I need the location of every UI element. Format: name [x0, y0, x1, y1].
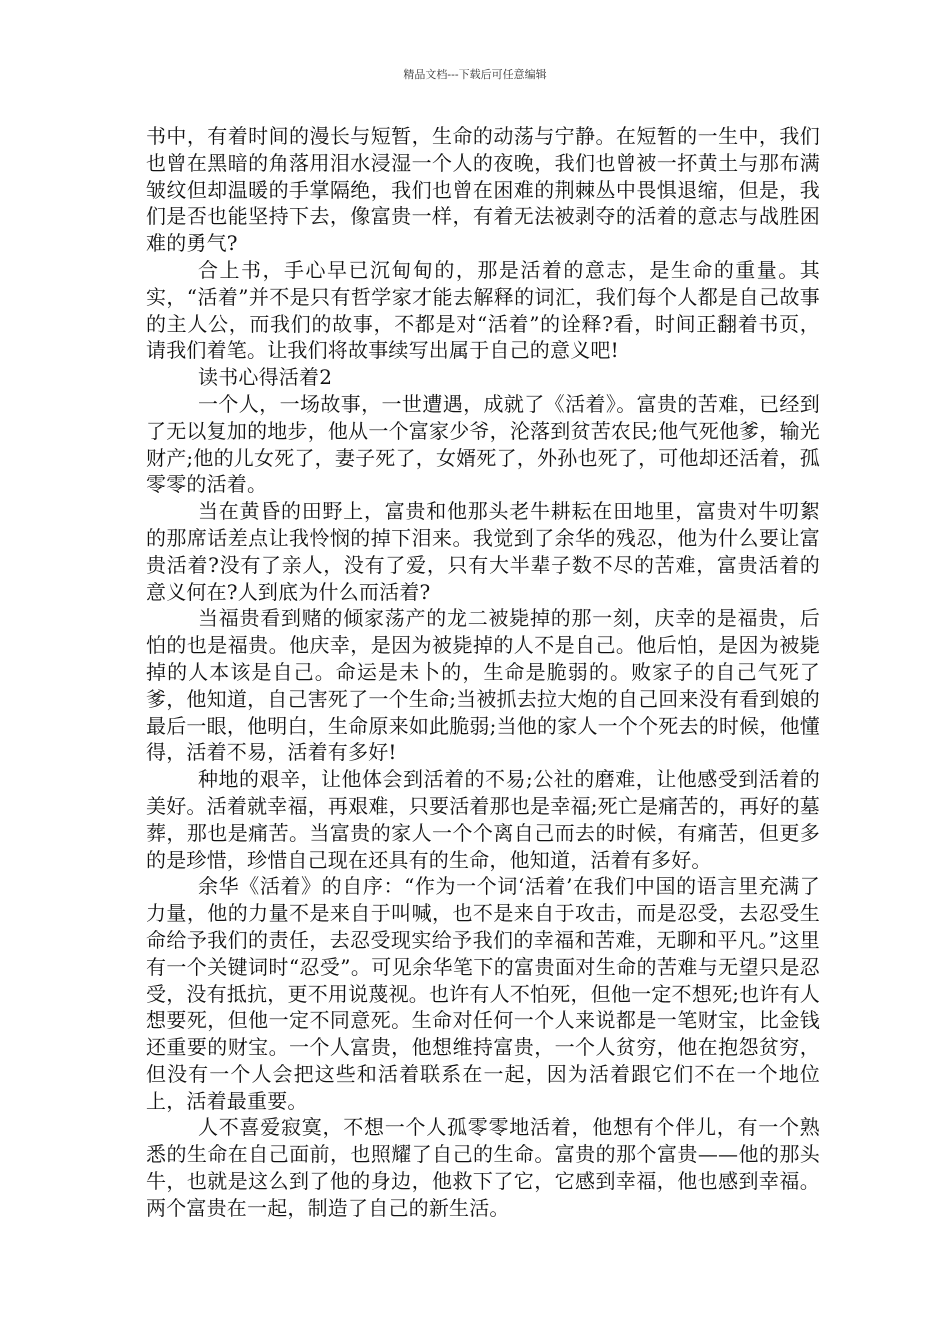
section-heading: 读书心得活着2 [198, 365, 333, 390]
paragraph: 合上书，手心早已沉甸甸的，那是活着的意志，是生命的重量。其实，“活着”并不是只有哲学家才能去解释的词汇，我们每个人都是自己故事的主人公，而我们的故事，不都是对“活着”的诠释?看，时间正翻着书页，请我们着笔。让我们将故事续写出属于自己的意义吧! [146, 257, 820, 363]
paragraph: 种地的艰辛，让他体会到活着的不易;公社的磨难，让他感受到活着的美好。活着就幸福，再艰难，只要活着那也是幸福;死亡是痛苦的，再好的墓葬，那也是痛苦。当富贵的家人一个个离自己而去的时候，有痛苦，但更多的是珍惜，珍惜自己现在还具有的生命，他知道，活着有多好。 [146, 767, 820, 872]
paragraph: 余华《活着》的自序：“作为一个词‘活着’在我们中国的语言里充满了力量，他的力量不是来自于叫喊，也不是来自于攻击，而是忍受，去忍受生命给予我们的责任，去忍受现实给予我们的幸福和苦难，无聊和平凡。”这里有一个关键词时“忍受”。可见余华笔下的富贵面对生命的苦难与无望只是忍受，没有抵抗，更不用说蔑视。也许有人不怕死，但他一定不想死;也许有人想要死，但他一定不同意死。生命对任何一个人来说都是一笔财宝，比金钱还重要的财宝。一个人富贵，他想维持富贵，一个人贫穷，他在抱怨贫穷，但没有一个人会把这些和活着联系在一起，因为活着跟它们不在一个地位上，活着最重要。 [146, 874, 820, 1113]
page-header: 精品文档---下载后可任意编辑 [403, 68, 547, 81]
document-body [146, 123, 820, 1222]
paragraph: 当在黄昏的田野上，富贵和他那头老牛耕耘在田地里，富贵对牛叨絮的那席话差点让我怜悯的掉下泪来。我觉到了余华的残忍，他为什么要让富贵活着?没有了亲人，没有了爱，只有大半辈子数不尽的苦难，富贵活着的意义何在?人到底为什么而活着? [146, 499, 820, 604]
paragraph: 当福贵看到赌的倾家荡产的龙二被毙掉的那一刻，庆幸的是福贵，后怕的也是福贵。他庆幸，是因为被毙掉的人不是自己。他后怕，是因为被毙掉的人本该是自己。命运是未卜的，生命是脆弱的。败家子的自己气死了爹，他知道，自己害死了一个生命;当被抓去拉大炮的自己回来没有看到娘的最后一眼，他明白，生命原来如此脆弱;当他的家人一个个死去的时候，他懂得，活着不易，活着有多好! [146, 606, 820, 765]
paragraph: 一个人，一场故事，一世遭遇，成就了《活着》。富贵的苦难，已经到了无以复加的地步，他从一个富家少爷，沦落到贫苦农民;他气死他爹，输光财产;他的儿女死了，妻子死了，女婿死了，外孙也死了，可他却还活着，孤零零的活着。 [146, 391, 820, 497]
paragraph: 书中，有着时间的漫长与短暂，生命的动荡与宁静。在短暂的一生中，我们也曾在黑暗的角落用泪水浸湿一个人的夜晚，我们也曾被一抔黄土与那布满皱纹但却温暖的手掌隔绝，我们也曾在困难的荆棘丛中畏惧退缩，但是，我们是否也能坚持下去，像富贵一样，有着无法被剥夺的活着的意志与战胜困难的勇气? [146, 124, 820, 256]
paragraph: 人不喜爱寂寞，不想一个人孤零零地活着，他想有个伴儿，有一个熟悉的生命在自己面前，也照耀了自己的生命。富贵的那个富贵——他的那头牛，也就是这么到了他的身边，他救下了它，它感到幸福，他也感到幸福。两个富贵在一起，制造了自己的新生活。 [146, 1115, 820, 1220]
